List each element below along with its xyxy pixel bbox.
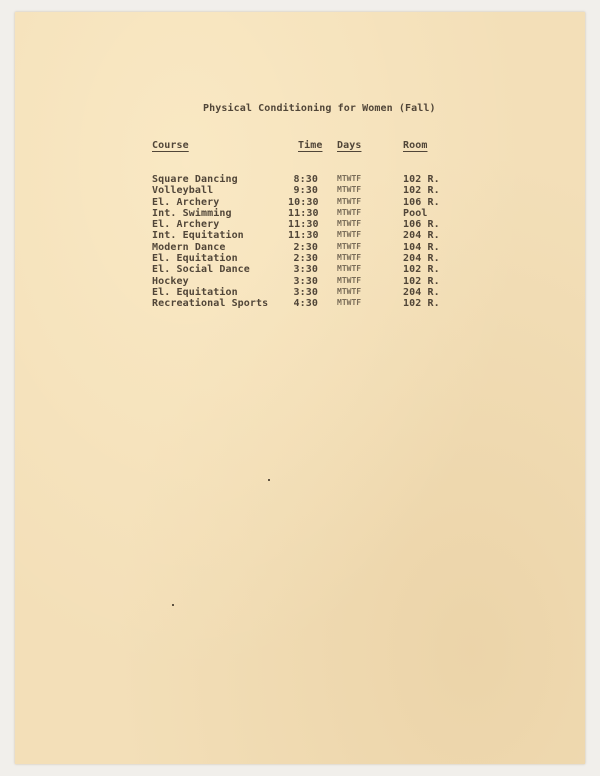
table-row xyxy=(0,242,600,253)
room-cell: 102 R. xyxy=(403,298,440,310)
days-cell: MTWTF xyxy=(337,174,362,183)
course-cell: Modern Dance xyxy=(152,241,226,253)
time-cell: 11:30 xyxy=(288,219,319,231)
course-cell: Int. Equitation xyxy=(152,230,244,242)
ink-speck xyxy=(172,604,174,606)
course-cell: El. Equitation xyxy=(152,286,238,298)
time-cell: 11:30 xyxy=(288,207,319,219)
time-cell: 10:30 xyxy=(288,196,319,208)
table-row xyxy=(0,287,600,298)
days-cell: MTWTF xyxy=(337,185,362,195)
days-cell: MTWTF xyxy=(337,207,362,217)
course-cell: Volleyball xyxy=(152,185,214,197)
days-cell: MTWTF xyxy=(337,196,362,206)
room-cell: Pool xyxy=(403,207,428,219)
days-cell: MTWTF xyxy=(337,275,362,285)
table-row xyxy=(0,264,600,275)
room-cell: 102 R. xyxy=(403,264,440,276)
days-cell: MTWTF xyxy=(337,264,362,274)
column-header-days: Days xyxy=(337,140,362,151)
room-cell: 104 R. xyxy=(403,241,440,253)
room-cell: 106 R. xyxy=(403,196,440,208)
course-cell: Int. Swimming xyxy=(152,207,232,219)
table-row xyxy=(0,298,600,309)
table-row xyxy=(0,208,600,219)
ink-speck xyxy=(268,479,270,481)
time-cell: 2:30 xyxy=(293,253,318,265)
days-cell: MTWTF xyxy=(337,286,362,296)
course-cell: El. Archery xyxy=(152,219,220,231)
document-title: Physical Conditioning for Women (Fall) xyxy=(203,103,436,114)
room-cell: 204 R. xyxy=(403,253,440,265)
column-header-time: Time xyxy=(298,140,323,151)
time-cell: 9:30 xyxy=(293,185,318,197)
course-cell: Hockey xyxy=(152,275,189,287)
room-cell: 102 R. xyxy=(403,185,440,197)
column-header-room: Room xyxy=(403,140,428,151)
time-cell: 11:30 xyxy=(288,230,319,242)
time-cell: 3:30 xyxy=(293,264,318,276)
paper-sheet xyxy=(15,12,585,764)
days-cell: MTWTF xyxy=(337,241,362,251)
table-row xyxy=(0,230,600,241)
table-row xyxy=(0,276,600,287)
schedule-table xyxy=(0,174,600,310)
course-cell: El. Social Dance xyxy=(152,264,250,276)
days-cell: MTWTF xyxy=(337,230,362,240)
room-cell: 102 R. xyxy=(403,174,440,185)
table-row xyxy=(0,253,600,264)
room-cell: 102 R. xyxy=(403,275,440,287)
time-cell: 4:30 xyxy=(293,298,318,310)
room-cell: 204 R. xyxy=(403,230,440,242)
column-header-course: Course xyxy=(152,140,189,151)
course-cell: Square Dancing xyxy=(152,174,238,185)
room-cell: 106 R. xyxy=(403,219,440,231)
days-cell: MTWTF xyxy=(337,253,362,263)
days-cell: MTWTF xyxy=(337,298,362,308)
table-row xyxy=(0,197,600,208)
room-cell: 204 R. xyxy=(403,286,440,298)
time-cell: 3:30 xyxy=(293,275,318,287)
table-row xyxy=(0,174,600,185)
course-cell: El. Equitation xyxy=(152,253,238,265)
table-row xyxy=(0,185,600,196)
days-cell: MTWTF xyxy=(337,219,362,229)
course-cell: Recreational Sports xyxy=(152,298,269,310)
time-cell: 2:30 xyxy=(293,241,318,253)
time-cell: 8:30 xyxy=(293,174,318,185)
time-cell: 3:30 xyxy=(293,286,318,298)
table-row xyxy=(0,219,600,230)
course-cell: El. Archery xyxy=(152,196,220,208)
